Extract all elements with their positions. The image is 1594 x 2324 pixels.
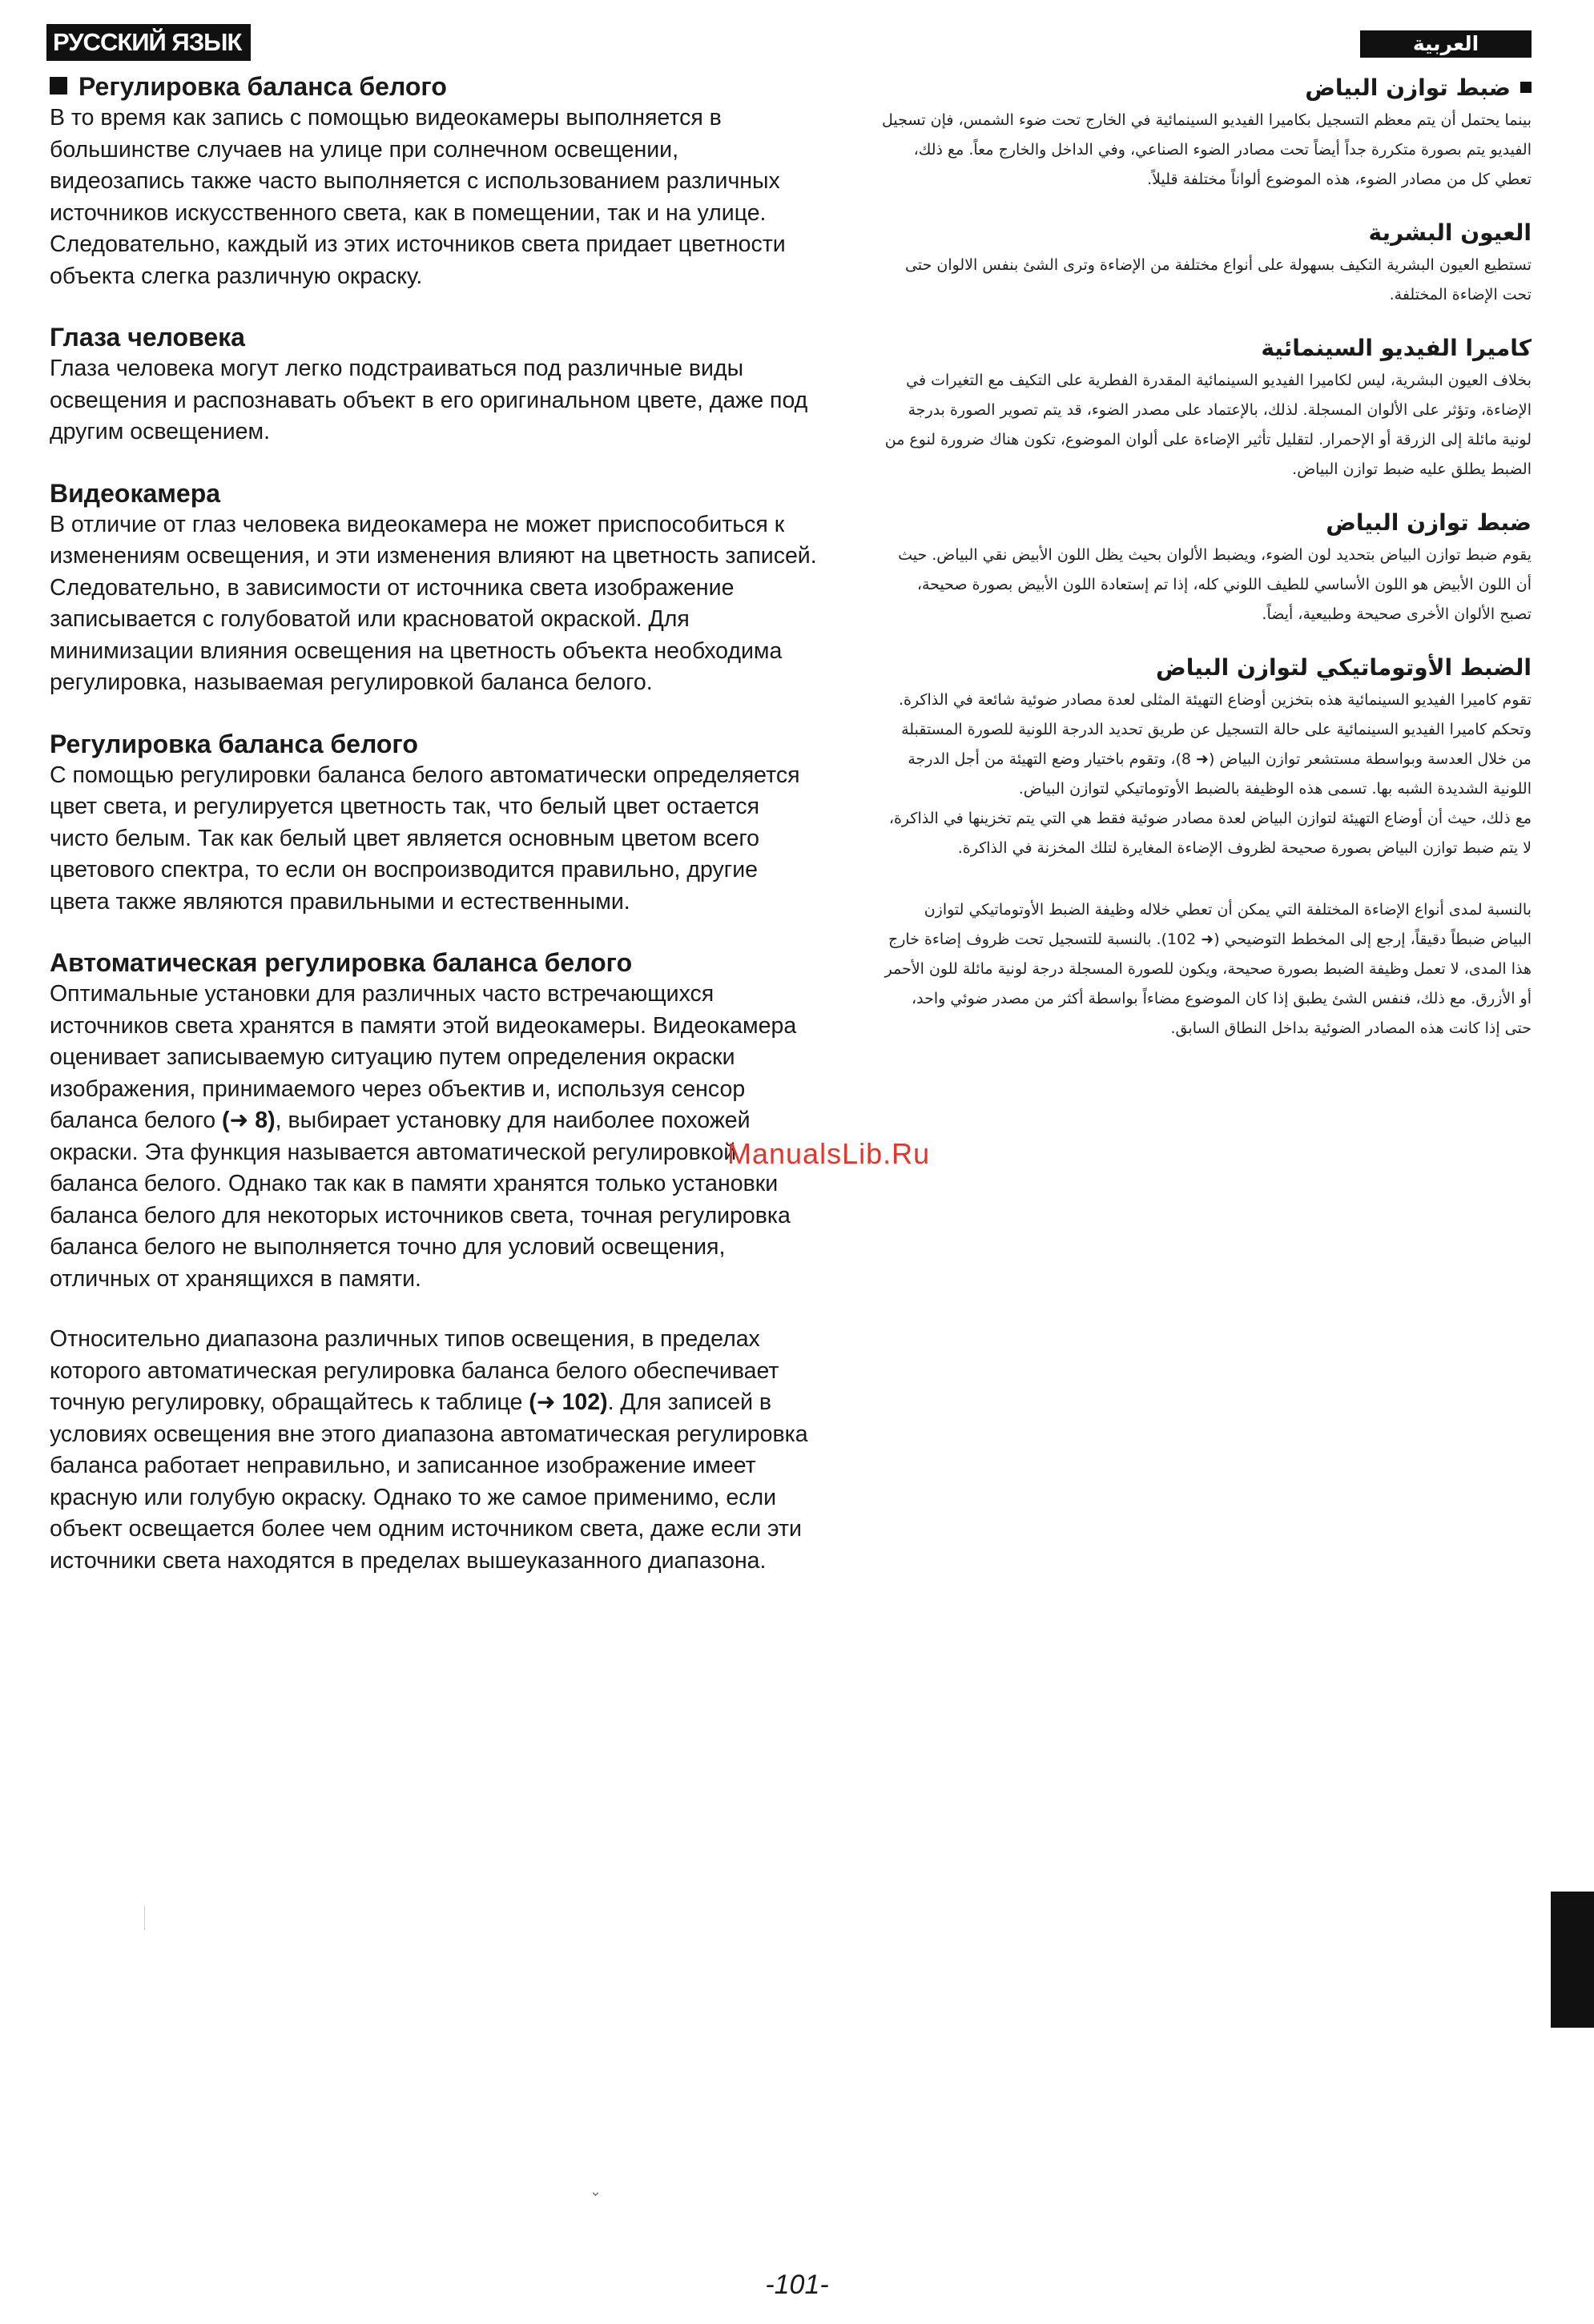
ru-paragraph: Следовательно, в зависимости от источника света изображение записывается с голубоватой или красноватой окраской. Для минимизации влияния освещения на цветность объекта необходима регулировка, называемая регулировкой баланса белого. (50, 574, 783, 695)
ar-paragraph: بينما يحتمل أن يتم معظم التسجيل بكاميرا الفيديو السينمائية في الخارج تحت ضوء الشمس، فإن تسجيل الفيديو يتم بصورة متكررة جداً أيضاً تحت مصادر الضوء الصناعي، وفي الداخل والخارج معاً. مع ذلك، تعطي كل من مصادر الضوء، هذه الموضوع ألواناً مختلفة قليلاً. (882, 111, 1532, 188)
page-reference[interactable]: (➜ 8) (222, 1108, 276, 1133)
ru-paragraph: Относительно диапазона различных типов освещения, в пределах которого автоматическая регулировка баланса белого обеспечивает точную регулировку, обращайтесь к таблице (➜ 102). Для записей в условиях освещения вне этого диапазона автоматическая регулировка баланса работает неправильно, и записанное изображение имеет красную или голубую окраску. Однако то же самое применимо, если объект освещается более чем одним источником света, даже если эти источники света находятся в пределах вышеуказанного диапазона. (50, 1326, 808, 1574)
bullet-square-icon (50, 77, 67, 94)
ar-section (881, 650, 1532, 863)
ru-section-white-balance-intro (50, 70, 819, 292)
ar-section (881, 505, 1532, 629)
ru-heading: Регулировка баланса белого (50, 70, 819, 103)
ar-paragraph: تستطيع العيون البشرية التكيف بسهولة على أنواع مختلفة من الإضاءة وترى الشئ بنفس الالوان حتى تحت الإضاءة المختلفة. (905, 256, 1532, 304)
ar-paragraph: مع ذلك، حيث أن أوضاع التهيئة لتوازن البياض لعدة مصادر ضوئية فقط هي التي يتم تخزينها في الذاكرة، لا يتم ضبط توازن البياض بصورة صحيحة لظروف الإضاءة المغايرة لتلك المخزنة في الذاكرة. (888, 810, 1532, 857)
ru-heading: Автоматическая регулировка баланса белого (50, 948, 633, 977)
ru-paragraph: Глаза человека могут легко подстраиваться под различные виды освещения и распознавать объект в его оригинальном цвете, даже под другим освещением. (50, 356, 808, 444)
ru-paragraph: В то время как запись с помощью видеокамеры выполняется в большинстве случаев на улице при солнечном освещении, видеозапись также часто выполняется с использованием различных источников искусственного света, как в помещении, так и на улице. Следовательно, каждый из этих источников света придает цветности объекта слегка различную окраску. (50, 105, 786, 289)
scan-artifact (144, 1906, 145, 1930)
ru-section-human-eyes (50, 321, 819, 448)
page-number: -101- (765, 2270, 829, 2300)
ru-paragraph: С помощью регулировки баланса белого автоматически определяется цвет света, и регулируется цветность так, что белый цвет остается чисто белым. Так как белый цвет является основным цветом всего цветового спектра, то если он воспроизводится правильно, другие цвета также являются правильными и естественными. (50, 762, 800, 915)
ar-heading: الضبط الأوتوماتيكي لتوازن البياض (1156, 654, 1532, 681)
russian-column (50, 70, 819, 1606)
ar-heading: كاميرا الفيديو السينمائية (1261, 335, 1532, 361)
ar-paragraph: بالنسبة لمدى أنواع الإضاءة المختلفة التي يمكن أن تعطي خلاله وظيفة الضبط الأوتوماتيكي لتوازن البياض ضبطاً دقيقاً، إرجع إلى المخطط التوضيحي (➜ 102). بالنسبة للتسجيل تحت ظروف إضاءة خارج هذا المدى، لا تعمل وظيفة الضبط بصورة صحيحة، ويكون للصورة المسجلة درجة لونية مائلة للون الأحمر أو الأزرق. مع ذلك، فنفس الشئ يطبق إذا كان الموضوع مضاءاً بواسطة أكثر من مصدر ضوئي واحد، حتى إذا كانت هذه المصادر الضوئية بداخل النطاق السابق. (884, 901, 1532, 1037)
ru-heading: Видеокамера (50, 478, 221, 508)
ar-paragraph: تقوم كاميرا الفيديو السينمائية هذه بتخزين أوضاع التهيئة المثلى لعدة مصادر ضوئية شائعة في الذاكرة. وتحكم كاميرا الفيديو السينمائية على حالة التسجيل عن طريق تحديد الدرجة اللونية للصورة المستقبلة من خلال العدسة وبواسطة مستشعر توازن البياض (➜ 8)، وتقوم باختيار وضع التهيئة من أجل الدرجة اللونية الشديدة الشبه بها. تسمى هذه الوظيفة بالضبط الأوتوماتيكي لتوازن البياض. (898, 691, 1532, 798)
ru-section-lighting-range (50, 1324, 819, 1577)
scan-mark-icon: ⌄ (590, 2183, 602, 2199)
ru-heading: Глаза человека (50, 323, 245, 352)
ar-paragraph: بخلاف العيون البشرية، ليس لكاميرا الفيديو السينمائية المقدرة الفطرية على التكيف مع التغيرات في الإضاءة، وتؤثر على الألوان المسجلة. لذلك، بالإعتماد على مصدر الضوء، قد يتم تصوير الصورة بدرجة لونية مائلة إلى الزرقة أو الإحمرار. لتقليل تأثير الإضاءة على ألوان الموضوع، تكون هناك ضرورة لنوع من الضبط يطلق عليه ضبط توازن البياض. (884, 372, 1532, 478)
language-tab-russian: РУССКИЙ ЯЗЫК (46, 24, 251, 61)
ru-paragraph: В отличие от глаз человека видеокамера не может приспособиться к изменениям освещения, и эти изменения влияют на цветность записей. (50, 511, 817, 569)
ar-paragraph: يقوم ضبط توازن البياض بتحديد لون الضوء، ويضبط الألوان بحيث يظل اللون الأبيض نقي البياض. حيث أن اللون الأبيض هو اللون الأساسي للطيف اللوني كله، إذا تم إستعادة اللون الأبيض بصورة صحيحة، تصبح الألوان الأخرى صحيحة وطبيعية، أيضاً. (898, 546, 1532, 623)
language-tab-arabic: العربية (1360, 30, 1532, 58)
ar-section (881, 331, 1532, 485)
ru-section-white-balance (50, 728, 819, 919)
page-reference[interactable]: (➜ 102) (529, 1389, 608, 1415)
watermark: ManualsLib.Ru (727, 1137, 931, 1170)
ar-heading: ضبط توازن البياض (1326, 509, 1532, 536)
section-edge-marker (1551, 1892, 1594, 2028)
ru-heading: Регулировка баланса белого (50, 729, 418, 758)
ar-heading: ضبط توازن البياض (881, 70, 1532, 106)
ru-paragraph: Оптимальные установки для различных часто встречающихся источников света хранятся в памяти этой видеокамеры. Видеокамера оценивает записываемую ситуацию путем определения окраски изображения, принимаемого через объектив и, используя сенсор баланса белого (➜ 8), выбирает установку для наиболее похожей окраски. Эта функция называется автоматической регулировкой баланса белого. Однако так как в памяти хранятся только установки баланса белого для некоторых источников света, точная регулировка баланса белого не выполняется точно для условий освещения, отличных от хранящихся в памяти. (50, 981, 797, 1292)
ar-section (881, 895, 1532, 1043)
bullet-square-icon (1520, 82, 1532, 93)
ar-section (881, 70, 1532, 195)
ar-heading: العيون البشرية (1368, 219, 1532, 246)
ar-section (881, 215, 1532, 310)
ru-section-auto-white-balance (50, 947, 819, 1295)
arabic-column (881, 70, 1532, 1064)
ru-section-video-camera (50, 477, 819, 699)
